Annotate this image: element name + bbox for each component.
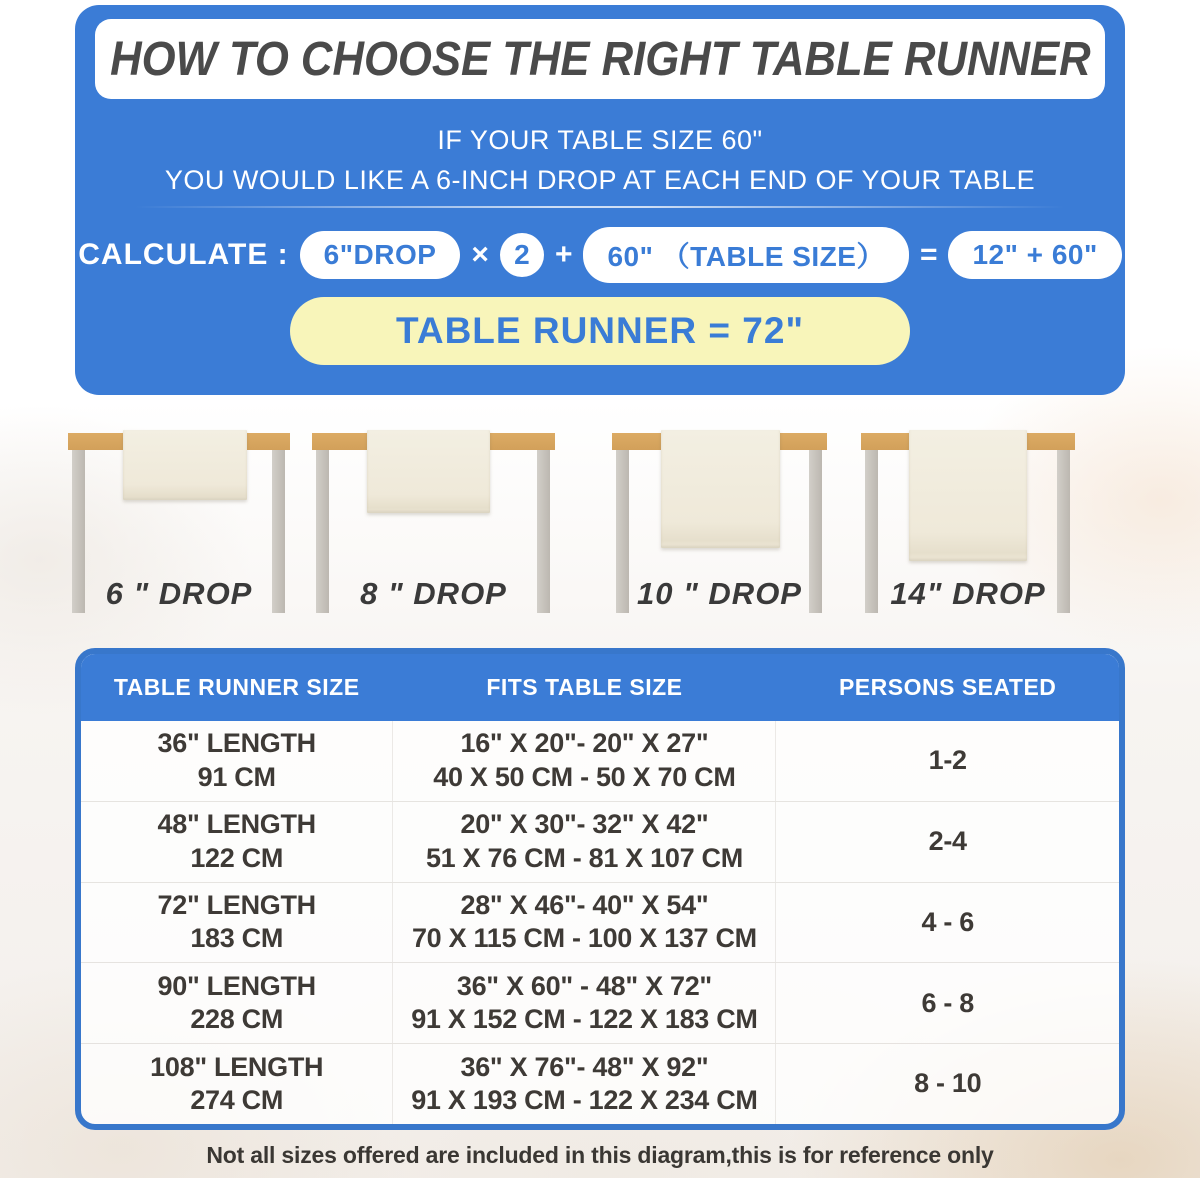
fits-cm: 91 X 193 CM - 122 X 234 CM [411,1085,758,1116]
persons-cell [776,802,1119,882]
runner-size-cell [81,963,392,1043]
plus-sign: + [554,238,573,271]
persons-count: 2-4 [928,825,967,856]
fits-inches: 36" X 60" - 48" X 72" [456,970,712,1001]
fits-cm: 40 X 50 CM - 50 X 70 CM [433,761,736,792]
drop-label: 6 " DROP [105,576,253,611]
times-sign: × [471,238,489,271]
size-inches: 90" LENGTH [157,970,316,1001]
fits-inches: 28" X 46"- 40" X 54" [460,890,709,921]
fits-size-cell [392,883,776,963]
fits-size-cell [392,1044,776,1124]
title-banner [95,19,1105,99]
fits-inches: 20" X 30"- 32" X 42" [460,809,709,840]
table-row [81,1043,1119,1124]
drop-label: 8 " DROP [360,576,507,611]
multiplier-badge: 2 [500,233,544,277]
table-body [81,721,1119,1124]
fits-cm: 91 X 152 CM - 122 X 183 CM [411,1004,758,1035]
drop-value-pill: 6"DROP [300,231,461,279]
footer-disclaimer: Not all sizes offered are included in this diagram,this is for reference only [206,1142,994,1168]
persons-cell [776,883,1119,963]
result-banner: TABLE RUNNER = 72" [290,297,910,365]
runner-cloth [123,430,247,500]
drop-label: 14" DROP [890,576,1046,611]
table-row [81,801,1119,882]
fits-inches: 16" X 20"- 20" X 27" [460,728,709,759]
calculate-label: CALCULATE : [78,238,289,271]
table-illustration-8-drop [312,425,555,620]
runner-size-cell [81,1044,392,1124]
size-cm: 122 CM [190,842,284,873]
table-illustration-14-drop [861,425,1075,620]
size-cm: 274 CM [190,1085,284,1116]
column-header-fits-size: FITS TABLE SIZE [486,674,683,700]
runner-size-cell [81,883,392,963]
table-row [81,882,1119,963]
size-cm: 183 CM [190,923,284,954]
table-row [81,721,1119,801]
runner-size-cell [81,721,392,801]
fits-inches: 36" X 76"- 48" X 92" [460,1051,709,1082]
persons-cell [776,1044,1119,1124]
drop-examples-section [0,425,1200,625]
column-header-runner-size: TABLE RUNNER SIZE [113,674,360,700]
size-inches: 108" LENGTH [150,1051,324,1082]
calculation-formula [75,229,1125,281]
table-row [81,962,1119,1043]
size-cm: 228 CM [190,1004,284,1035]
fits-cm: 51 X 76 CM - 81 X 107 CM [425,842,743,873]
persons-cell [776,721,1119,801]
table-size-pill: 60" （TABLE SIZE） [583,227,908,283]
size-cm: 91 CM [197,761,276,792]
runner-size-cell [81,802,392,882]
fits-size-cell [392,802,776,882]
runner-cloth [367,430,490,513]
persons-cell [776,963,1119,1043]
persons-count: 1-2 [928,745,967,776]
fits-size-cell [392,963,776,1043]
size-reference-table [75,648,1125,1130]
persons-count: 8 - 10 [914,1068,982,1099]
size-inches: 36" LENGTH [157,728,316,759]
column-header-persons: PERSONS SEATED [838,674,1057,700]
drop-label: 10 " DROP [637,576,802,611]
page-title: HOW TO CHOOSE THE RIGHT TABLE RUNNER [109,30,1091,86]
runner-cloth [661,430,780,548]
size-inches: 72" LENGTH [157,890,316,921]
divider-line [135,206,1065,208]
table-illustration-10-drop [612,425,827,620]
runner-cloth [909,430,1027,561]
equals-sign: = [919,238,938,271]
table-illustration-6-drop [68,425,290,620]
fits-cm: 70 X 115 CM - 100 X 137 CM [411,923,757,954]
persons-count: 4 - 6 [921,906,974,937]
subtitle-line-1: IF YOUR TABLE SIZE 60" [437,125,763,155]
table-header-row [81,654,1119,721]
persons-count: 6 - 8 [921,987,974,1018]
sum-pill: 12" + 60" [948,231,1121,279]
size-inches: 48" LENGTH [157,809,316,840]
fits-size-cell [392,721,776,801]
subtitle-line-2: YOU WOULD LIKE A 6-INCH DROP AT EACH END OF YOUR TABLE [164,165,1036,195]
hero-panel [75,5,1125,395]
